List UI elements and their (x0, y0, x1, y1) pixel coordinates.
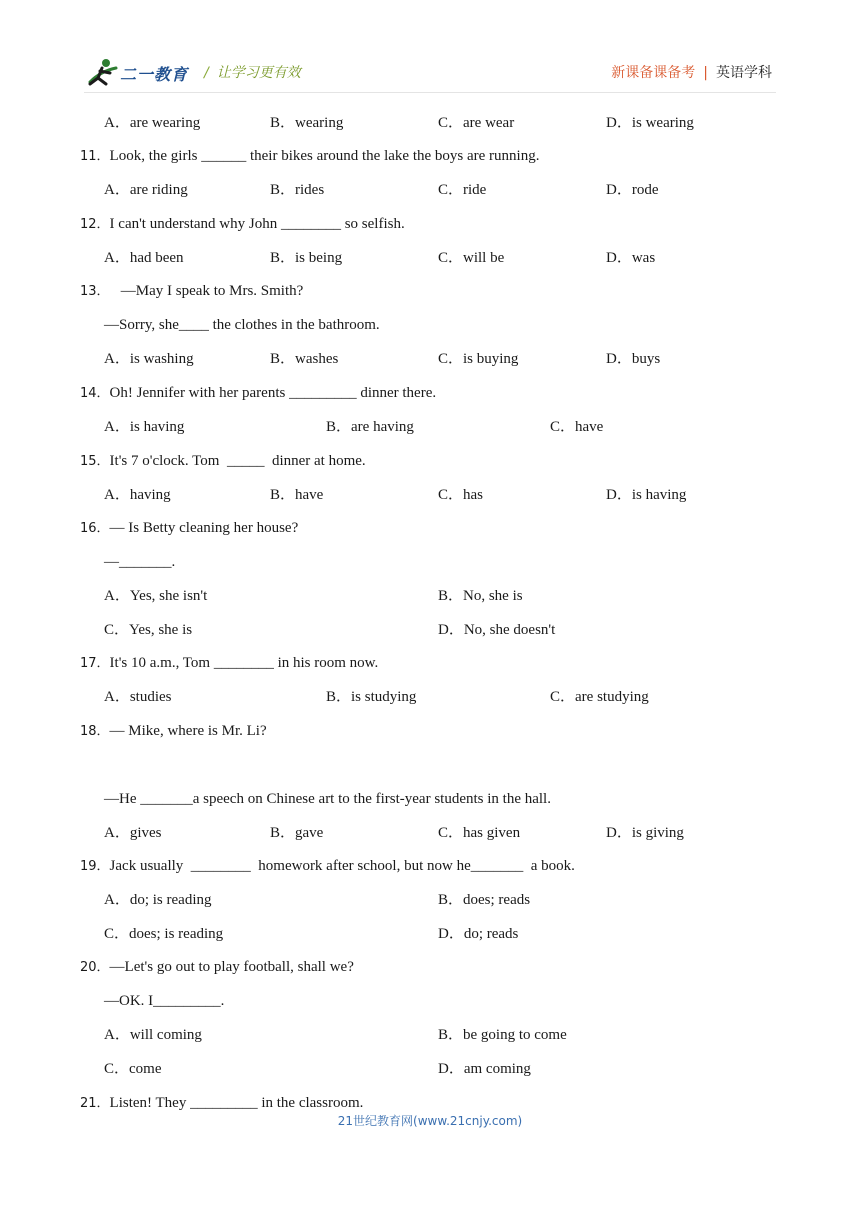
question-number: 18． (80, 724, 110, 739)
answer-option: B．rides (270, 182, 325, 198)
slogan-slash: / (204, 65, 209, 81)
question-number: 20． (80, 960, 110, 975)
answer-option: B．be going to come (438, 1027, 567, 1043)
line-text: —Let's go out to play football, shall we? (109, 959, 354, 975)
answer-option: A．having (104, 487, 171, 503)
answer-option: A．gives (104, 825, 162, 841)
question-stem (80, 147, 539, 166)
question-number: 12． (80, 217, 110, 232)
question-stem (80, 857, 575, 876)
line-text: It's 10 a.m., Tom ________ in his room now. (109, 655, 379, 671)
line-text: —Sorry, she____ the clothes in the bathroom. (104, 317, 380, 333)
question-stem (80, 519, 298, 538)
answer-option: C．are studying (550, 689, 649, 705)
answer-option: C．Yes, she is (104, 622, 193, 638)
answer-option: D．is having (606, 487, 687, 503)
answer-option: A．studies (104, 689, 172, 705)
line-text: I can't understand why John ________ so selfish. (109, 216, 405, 232)
question-stem (80, 215, 405, 234)
answer-option: B．have (270, 487, 324, 503)
question-stem (80, 384, 436, 403)
line-text: — Is Betty cleaning her house? (109, 520, 299, 536)
answer-option: B．is being (270, 250, 343, 266)
line-text: It's 7 o'clock. Tom _____ dinner at home. (109, 453, 366, 469)
answer-option: C．come (104, 1061, 162, 1077)
answer-option: A．is washing (104, 351, 194, 367)
line-text: — Mike, where is Mr. Li? (109, 723, 267, 739)
line-text: —_______. (104, 554, 176, 570)
answer-option: A．Yes, she isn't (104, 588, 208, 604)
header-tag (611, 62, 772, 82)
line-text: Jack usually ________ homework after school, but now he_______ a book. (109, 858, 575, 874)
brand-name: 二一教育 (120, 65, 189, 84)
answer-option: A．will coming (104, 1027, 202, 1043)
question-number: 14． (80, 386, 110, 401)
line-text: Look, the girls ______ their bikes around the lake the boys are running. (109, 148, 540, 164)
question-stem (80, 282, 303, 301)
answer-option: C．has given (438, 825, 521, 841)
answer-option: B．gave (270, 825, 324, 841)
dialogue-line (104, 316, 380, 334)
answer-option: B．are having (326, 419, 414, 435)
answer-option: B．does; reads (438, 892, 531, 908)
answer-option: D．am coming (438, 1061, 531, 1077)
question-number: 11． (80, 149, 110, 164)
dialogue-line (104, 553, 175, 571)
question-number: 21． (80, 1096, 110, 1111)
slogan-text: 让学习更有效 (216, 65, 301, 81)
answer-option: D．is giving (606, 825, 684, 841)
question-number: 15． (80, 454, 110, 469)
answer-option: A．are riding (104, 182, 188, 198)
dialogue-line (104, 992, 224, 1010)
page-footer: 21世纪教育网(www.21cnjy.com) (337, 1114, 523, 1128)
question-stem (80, 452, 366, 471)
answer-option: C．has (438, 487, 484, 503)
answer-option: C．is buying (438, 351, 519, 367)
dialogue-line (104, 790, 551, 808)
line-text: Oh! Jennifer with her parents _________ dinner there. (109, 385, 437, 401)
answer-option: D．is wearing (606, 115, 694, 131)
question-stem (80, 654, 378, 673)
answer-option: B．washes (270, 351, 339, 367)
page-header (0, 0, 860, 100)
answer-option: D．No, she doesn't (438, 622, 556, 638)
answer-option: A．are wearing (104, 115, 201, 131)
answer-option: C．are wear (438, 115, 515, 131)
answer-option: D．buys (606, 351, 661, 367)
question-number: 19． (80, 859, 110, 874)
answer-option: A．had been (104, 250, 184, 266)
answer-option: C．have (550, 419, 604, 435)
course-tag: 新课备课备考 (611, 65, 696, 81)
line-text: —May I speak to Mrs. Smith? (109, 283, 304, 299)
answer-option: B．is studying (326, 689, 417, 705)
question-stem (80, 722, 267, 741)
answer-option: A．is having (104, 419, 185, 435)
answer-option: D．rode (606, 182, 659, 198)
line-text: —He _______a speech on Chinese art to the first-year students in the hall. (104, 791, 551, 807)
answer-option: B．wearing (270, 115, 344, 131)
tag-separator: | (703, 65, 708, 81)
question-number: 13． (80, 284, 110, 299)
answer-option: D．do; reads (438, 926, 519, 942)
answer-option: B．No, she is (438, 588, 523, 604)
answer-option: C．will be (438, 250, 505, 266)
question-stem (80, 958, 354, 977)
question-number: 16． (80, 521, 110, 536)
answer-option: C．ride (438, 182, 487, 198)
answer-option: C．does; is reading (104, 926, 224, 942)
answer-option: A．do; is reading (104, 892, 212, 908)
subject-tag: 英语学科 (716, 65, 772, 81)
answer-option: D．was (606, 250, 656, 266)
line-text: —OK. I_________. (104, 993, 225, 1009)
question-stem (80, 1094, 363, 1113)
slogan (204, 62, 301, 82)
header-divider (84, 92, 776, 93)
question-number: 17． (80, 656, 110, 671)
line-text: Listen! They _________ in the classroom. (109, 1095, 364, 1111)
